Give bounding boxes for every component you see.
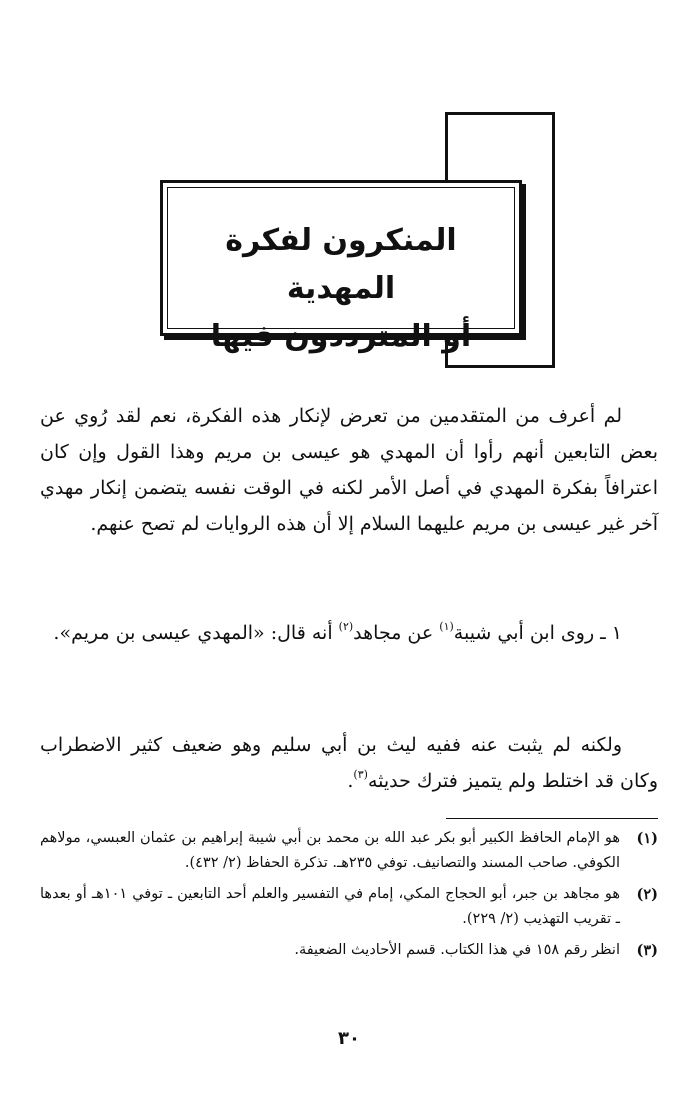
footnote-number: (١)	[636, 830, 658, 847]
footnote-text: هو مجاهد بن جبر، أبو الحجاج المكي، إمام في التفسير والعلم أحد التابعين ـ توفي ١٠١هـ أو بعدها ـ تقريب التهذيب (٢/ ٢٢٩).	[40, 886, 620, 927]
footnote-ref-3[interactable]: (٣)	[353, 767, 368, 781]
title-frame-front	[160, 180, 522, 354]
paragraph-intro: لم أعرف من المتقدمين من تعرض لإنكار هذه الفكرة، نعم لقد رُوي عن بعض التابعين أنهم رأوا أن المهدي هو عيسى بن مريم وهذا القول وإن كان اعترافاً بفكرة المهدي في أصل الأمر لكنه في الوقت نفسه يتضمن إنكار مهدي آخر غير عيسى بن مريم عليهما السلام إلا أن هذه الروايات لم تصح عنهم.	[40, 405, 658, 535]
footnote-separator	[446, 818, 658, 819]
footnote-1	[40, 826, 658, 876]
chapter-title-box	[160, 112, 552, 365]
footnote-number: (٢)	[636, 886, 658, 903]
paragraph-critique	[40, 727, 658, 799]
critique-text-a: ولكنه لم يثبت عنه ففيه ليث بن أبي سليم وهو ضعيف كثير الاضطراب وكان قد اختلط ولم يتميز فترك حديثه	[40, 734, 658, 792]
footnote-number: (٣)	[636, 942, 658, 959]
footnote-text: هو الإمام الحافظ الكبير أبو بكر عبد الله بن محمد بن أبي شيبة إبراهيم بن عثمان العبسي، مولاهم الكوفي. صاحب المسند والتصانيف. توفي ٢٣٥هـ. تذكرة الحفاظ (٢/ ٤٣٢).	[40, 830, 620, 871]
chapter-title-line-1: المنكرون لفكرة المهدية	[225, 223, 457, 306]
paragraph-narration-1	[40, 615, 658, 651]
chapter-title-line-2: أو المترددون فيها	[210, 319, 472, 354]
narration-text-c: أنه قال: «المهدي عيسى بن مريم».	[53, 622, 339, 644]
page-number: ٣٠	[338, 1028, 360, 1049]
narration-text-a: ١ ـ روى ابن أبي شيبة	[453, 622, 622, 644]
chapter-title	[171, 217, 511, 361]
footnote-3	[40, 938, 658, 963]
footnote-ref-2[interactable]: (٢)	[338, 619, 354, 633]
footnote-2	[40, 882, 658, 932]
footnotes	[40, 826, 658, 969]
footnote-text: انظر رقم ١٥٨ في هذا الكتاب. قسم الأحاديث الضعيفة.	[294, 942, 620, 958]
footnote-ref-1[interactable]: (١)	[439, 619, 454, 633]
critique-text-b: .	[347, 770, 354, 792]
narration-text-b: عن مجاهد	[353, 622, 440, 644]
